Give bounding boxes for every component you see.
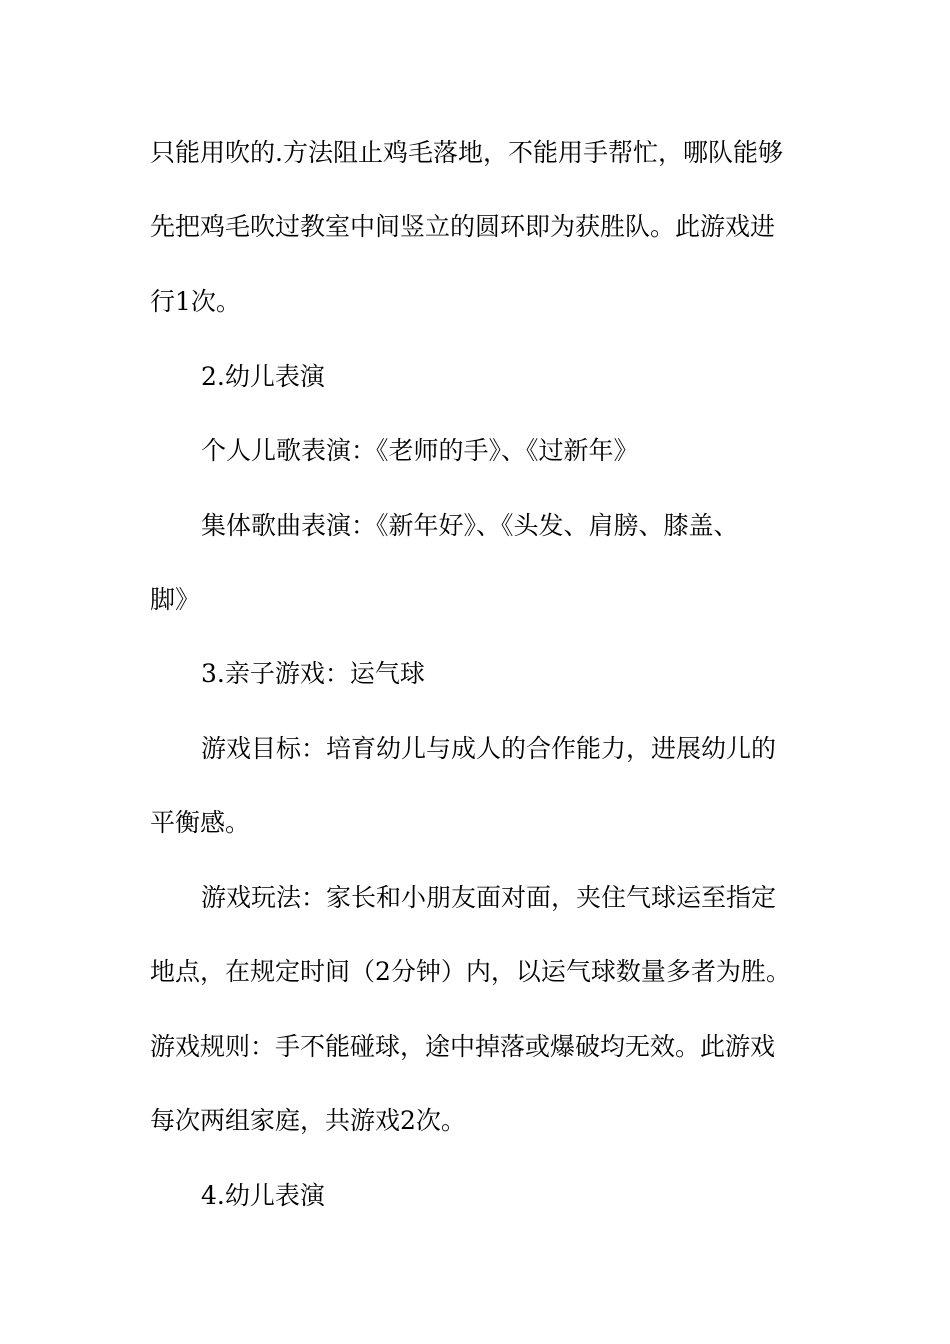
paragraph-line: 游戏目标：培育幼儿与成人的合作能力，进展幼儿的 xyxy=(201,734,777,763)
section-heading: 4.幼儿表演 xyxy=(201,1181,325,1210)
section-heading: 2.幼儿表演 xyxy=(201,362,325,391)
paragraph-line: 集体歌曲表演：《新年好》、《头发、肩膀、膝盖、 xyxy=(201,511,739,540)
paragraph-line: 个人儿歌表演：《老师的手》、《过新年》 xyxy=(201,436,639,465)
paragraph-line: 游戏规则：手不能碰球，途中掉落或爆破均无效。此游戏 xyxy=(150,1032,776,1061)
section-heading: 3.亲子游戏：运气球 xyxy=(201,659,425,688)
paragraph-line: 平衡感。 xyxy=(150,808,251,837)
paragraph-line: 地点，在规定时间（2分钟）内，以运气球数量多者为胜。 xyxy=(150,957,791,986)
paragraph-line: 先把鸡毛吹过教室中间竖立的圆环即为获胜队。此游戏进 xyxy=(150,212,776,241)
paragraph-line: 只能用吹的.方法阻止鸡毛落地，不能用手帮忙，哪队能够 xyxy=(150,138,783,167)
paragraph-line: 行1次。 xyxy=(150,287,241,316)
paragraph-line: 每次两组家庭，共游戏2次。 xyxy=(150,1106,466,1135)
paragraph-line: 脚》 xyxy=(150,585,201,614)
paragraph-line: 游戏玩法：家长和小朋友面对面，夹住气球运至指定 xyxy=(201,883,777,912)
